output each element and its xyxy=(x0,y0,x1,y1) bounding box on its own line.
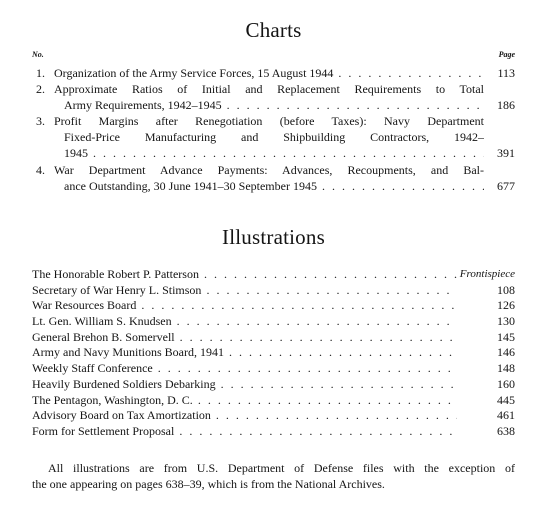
illustration-page: Frontispiece xyxy=(459,268,515,280)
illustration-entry xyxy=(32,283,515,299)
chart-page-number: 391 xyxy=(497,146,515,160)
illustrations-list xyxy=(32,267,515,440)
chart-title xyxy=(54,81,484,113)
chart-title-line: ance Outstanding, 30 June 1941–30 September 1945 . . . xyxy=(54,178,484,194)
chart-title-line: Fixed-Price Manufacturing and Shipbuilding Contractors, 1942– xyxy=(64,130,484,144)
illustration-page: 160 xyxy=(497,376,515,391)
illustration-entry xyxy=(32,298,515,314)
illustration-entry xyxy=(32,393,515,409)
charts-heading: Charts xyxy=(245,18,302,42)
chart-number: 3. xyxy=(36,114,45,128)
chart-title xyxy=(54,113,484,161)
chart-entry-1 xyxy=(32,65,515,81)
illustrations-heading: Illustrations xyxy=(222,225,325,249)
illustration-page: 638 xyxy=(497,423,515,438)
chart-title-line: Organization of the Army Service Forces, 15 August 1944 . . . xyxy=(54,65,484,81)
chart-number: 2. xyxy=(36,82,45,96)
chart-entry-4 xyxy=(32,162,515,194)
illustration-entry xyxy=(32,424,515,440)
illustration-page: 126 xyxy=(497,298,515,313)
illustration-entry xyxy=(32,408,515,424)
chart-title xyxy=(54,162,484,194)
chart-title-line: War Department Advance Payments: Advances, Recoupments, and Bal- xyxy=(54,163,484,177)
illustration-entry xyxy=(32,361,515,377)
chart-page-number: 113 xyxy=(497,66,515,80)
illustration-title: Lt. Gen. William S. Knudsen . . . xyxy=(32,314,457,330)
illustration-title: War Resources Board . . . xyxy=(32,298,457,314)
illustration-title: Form for Settlement Proposal . . . xyxy=(32,424,457,440)
illustration-title: The Pentagon, Washington, D. C. . . . xyxy=(32,393,457,409)
illustration-title: Advisory Board on Tax Amortization . . . xyxy=(32,408,457,424)
chart-title-line: 1945 . . . xyxy=(54,145,484,161)
illustration-title: Weekly Staff Conference . . . xyxy=(32,361,457,377)
note-line: the one appearing on pages 638–39, which is from the National Archives. xyxy=(32,477,385,491)
illustration-title: Secretary of War Henry L. Stimson . . . xyxy=(32,283,457,299)
page-column-label: Page xyxy=(498,50,515,59)
illustration-entry xyxy=(32,314,515,330)
note-line: All illustrations are from U.S. Department of Defense files with the exception of xyxy=(48,461,515,475)
chart-entry-2 xyxy=(32,81,515,113)
chart-number: 1. xyxy=(36,66,45,80)
chart-entry-3 xyxy=(32,113,515,161)
illustration-title: The Honorable Robert P. Patterson . . . xyxy=(32,267,457,283)
illustration-entry xyxy=(32,330,515,346)
illustrations-source-note xyxy=(32,460,515,492)
chart-title xyxy=(54,65,484,81)
illustration-entry xyxy=(32,377,515,393)
illustration-title: Heavily Burdened Soldiers Debarking . . . xyxy=(32,377,457,393)
chart-title-line: Profit Margins after Renegotiation (before Taxes): Navy Department xyxy=(54,114,484,128)
chart-title-line: Approximate Ratios of Initial and Replacement Requirements to Total xyxy=(54,82,484,96)
illustration-page: 108 xyxy=(497,282,515,297)
chart-number: 4. xyxy=(36,163,45,177)
illustration-page: 148 xyxy=(497,361,515,376)
illustration-page: 146 xyxy=(497,345,515,360)
chart-page-number: 677 xyxy=(497,179,515,193)
number-column-label: No. xyxy=(32,50,44,59)
illustration-entry xyxy=(32,267,515,283)
chart-page-number: 186 xyxy=(497,98,515,112)
illustration-entry xyxy=(32,345,515,361)
illustration-page: 445 xyxy=(497,392,515,407)
illustration-page: 145 xyxy=(497,329,515,344)
illustration-title: General Brehon B. Somervell . . . xyxy=(32,330,457,346)
chart-title-line: Army Requirements, 1942–1945 . . . xyxy=(54,97,484,113)
illustration-page: 130 xyxy=(497,314,515,329)
illustration-title: Army and Navy Munitions Board, 1941 . . . xyxy=(32,345,457,361)
illustration-page: 461 xyxy=(497,408,515,423)
